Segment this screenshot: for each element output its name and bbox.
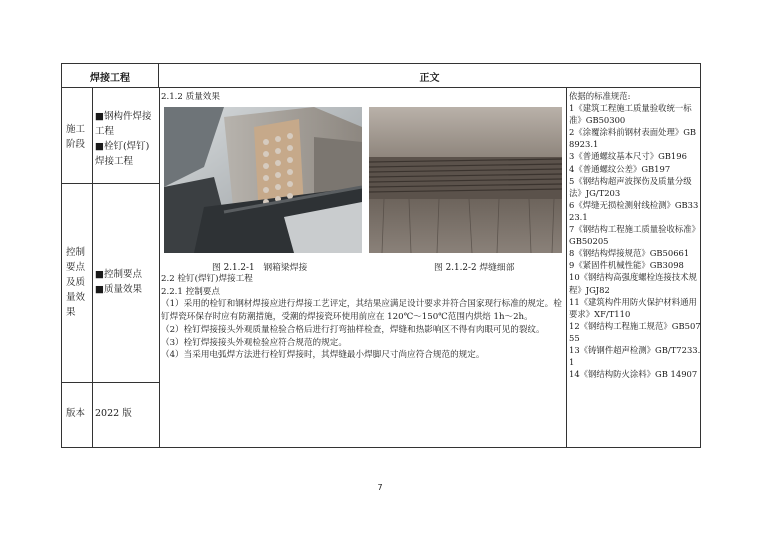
specification-table — [61, 63, 701, 448]
stud-welding-section — [161, 273, 564, 362]
standards-list — [569, 90, 701, 380]
stage-item-stud-welding-cont: 焊接工程 — [95, 156, 134, 167]
standard-item: 6《焊缝无损检测射线检测》GB3323.1 — [569, 199, 699, 222]
stage-item-stud-welding: ■栓钉(焊钉) — [95, 141, 150, 152]
control-item-quality-effect: ■质量效果 — [95, 284, 142, 295]
version-value: 2022 版 — [95, 408, 132, 419]
standard-item: 12《钢结构工程施工规范》GB50755 — [569, 320, 701, 343]
photo-weld-detail — [369, 107, 562, 253]
divider-stage-row — [62, 183, 159, 184]
paragraph-3: （3）栓钉焊接接头外观检验应符合规范的规定。 — [161, 337, 347, 348]
standard-item: 5《钢结构超声波探伤及质量分级法》JG/T203 — [569, 175, 692, 198]
divider-items-column — [159, 88, 160, 447]
figure2-caption: 图 2.1.2-2 焊缝细部 — [434, 263, 515, 273]
standard-item: 1《建筑工程施工质量验收统一标准》GB50300 — [569, 103, 692, 126]
standard-item: 4《普通螺纹公差》GB197 — [569, 163, 671, 174]
header-main-text: 正文 — [419, 72, 440, 84]
table-header-row — [62, 64, 700, 88]
paragraph-1: （1）采用的栓钉和钢材焊接应进行焊接工艺评定，其结果应满足设计要求并符合国家现行标准的规定。栓钉焊瓷环保存时应有防潮措施，受潮的焊接瓷环使用前应在 120℃～150℃范围内烘焙 1h～2h。 — [161, 299, 562, 323]
control-item-key-points: ■控制要点 — [95, 269, 142, 280]
stage-label: 施工 阶段 — [66, 124, 86, 150]
standard-item: 11《建筑构件用防火保护材料通用要求》XF/T110 — [569, 296, 697, 319]
control-items — [95, 267, 142, 297]
standard-item: 9《紧固件机械性能》GB3098 — [569, 260, 684, 271]
standard-item: 8《钢结构焊接规范》GB50661 — [569, 248, 690, 259]
standard-item: 13《铸钢件超声检测》GB/T7233.1 — [569, 344, 701, 368]
stage-item-steel-welding: ■钢构件焊接 — [95, 111, 152, 122]
divider-standards-column — [566, 88, 567, 447]
figure1-caption: 图 2.1.2-1 钢箱梁焊接 — [212, 263, 308, 273]
sub-title: 2.2 栓钉(焊钉)焊接工程 — [161, 274, 253, 284]
paragraph-2: （2）栓钉焊接接头外观质量检验合格后进行打弯抽样检查，焊缝和热影响区不得有肉眼可见的裂纹。 — [161, 324, 545, 335]
control-label: 控制 要点 及质 量效 果 — [66, 247, 86, 318]
standard-item: 3《普通螺纹基本尺寸》GB196 — [569, 151, 687, 162]
divider-control-row — [62, 382, 159, 383]
paragraph-4: （4）当采用电弧焊方法进行栓钉焊接时，其焊缝最小焊脚尺寸尚应符合规范的规定。 — [161, 350, 485, 361]
standard-item: 14《钢结构防火涂料》GB 14907 — [569, 369, 698, 380]
version-label: 版本 — [66, 408, 86, 419]
steel-girder-image — [164, 107, 362, 253]
sub-sub-title: 2.2.1 控制要点 — [161, 286, 220, 297]
page-number: 7 — [377, 483, 383, 492]
photo-steel-box-girder — [164, 107, 362, 253]
stage-item-steel-welding-cont: 工程 — [95, 126, 115, 137]
standards-title: 依据的标准规范: — [569, 91, 631, 101]
weld-detail-image — [369, 107, 562, 253]
divider-label-column — [92, 88, 93, 447]
section-title: 2.1.2 质量效果 — [161, 92, 220, 102]
standard-item: 7《钢结构工程施工质量验收标准》GB50205 — [569, 224, 700, 247]
main-content — [161, 91, 564, 104]
standard-item: 10《钢结构高强度螺栓连接技术规程》JGJ82 — [569, 272, 697, 295]
header-welding-engineering: 焊接工程 — [62, 64, 159, 88]
standard-item: 2《涂覆涂料前钢材表面处理》GB8923.1 — [569, 127, 697, 150]
stage-items — [95, 109, 151, 169]
